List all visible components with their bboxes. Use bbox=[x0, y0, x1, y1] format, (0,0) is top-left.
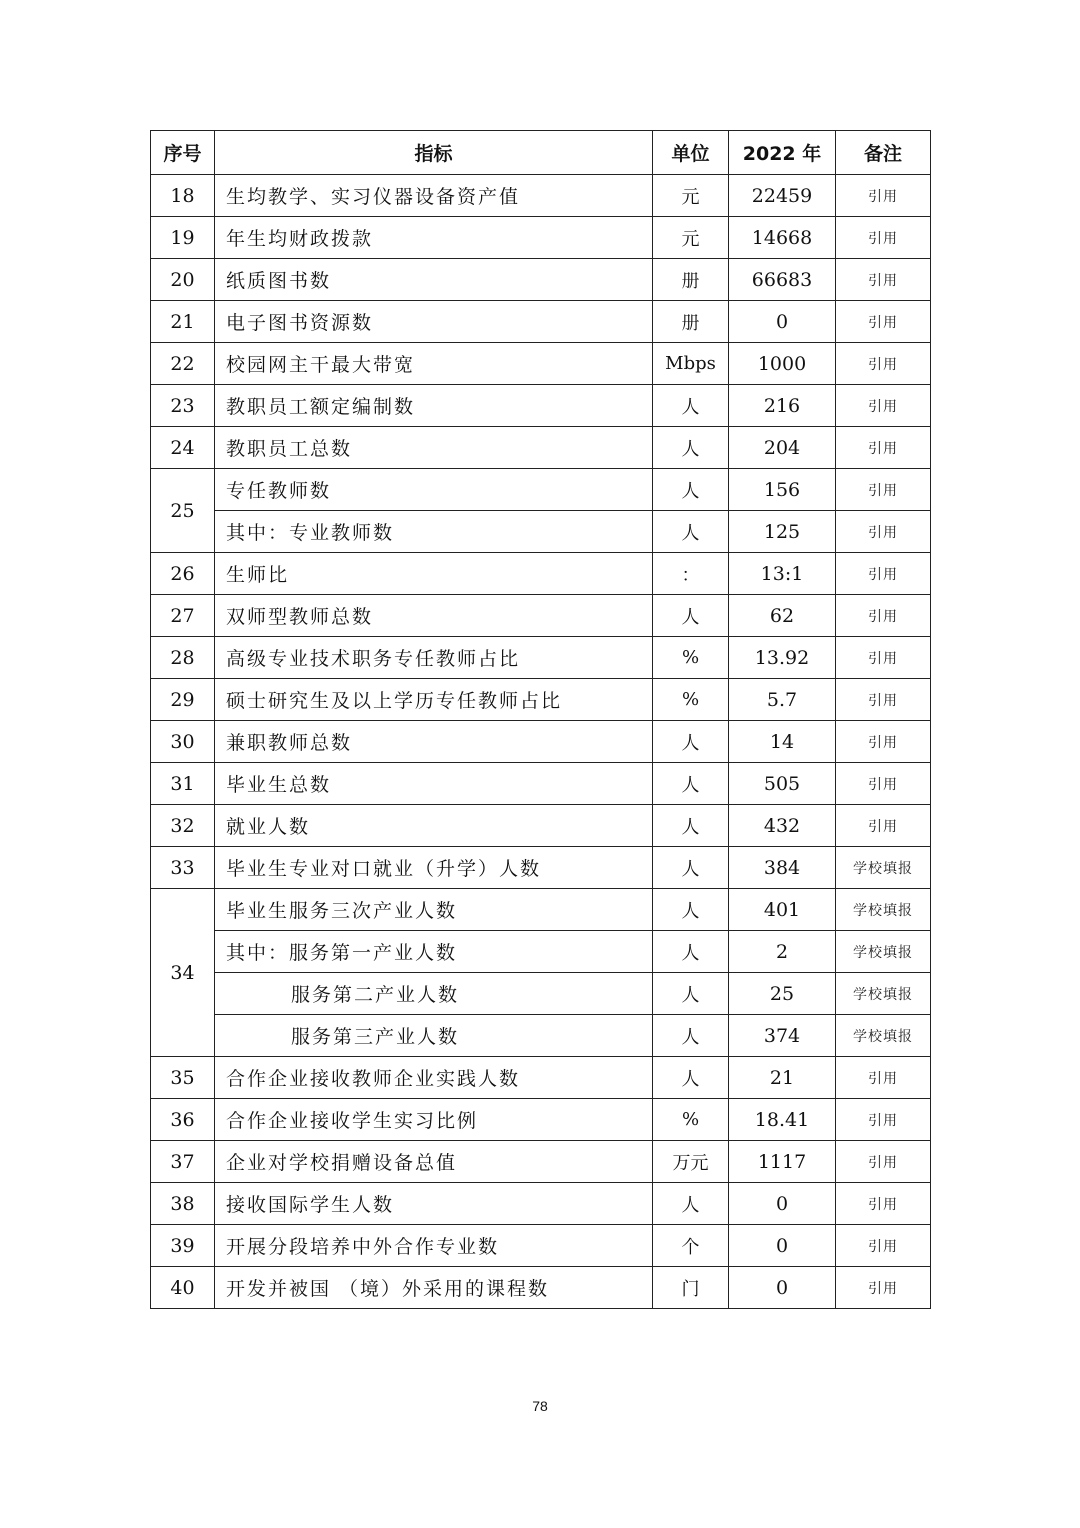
row-unit: 人 bbox=[653, 763, 729, 805]
row-unit: 人 bbox=[653, 1015, 729, 1057]
row-indicator: 毕业生总数 bbox=[215, 763, 653, 805]
row-unit: 人 bbox=[653, 511, 729, 553]
row-note: 引用 bbox=[836, 679, 931, 721]
table-row bbox=[151, 805, 931, 847]
row-indicator: 电子图书资源数 bbox=[215, 301, 653, 343]
row-indicator: 纸质图书数 bbox=[215, 259, 653, 301]
row-indicator: 高级专业技术职务专任教师占比 bbox=[215, 637, 653, 679]
row-unit: 人 bbox=[653, 427, 729, 469]
row-indicator: 其中：服务第一产业人数 bbox=[215, 931, 653, 973]
table-row bbox=[151, 931, 931, 973]
row-no: 27 bbox=[151, 595, 215, 637]
table-row bbox=[151, 469, 931, 511]
row-note: 引用 bbox=[836, 1099, 931, 1141]
row-note: 引用 bbox=[836, 175, 931, 217]
table-row bbox=[151, 637, 931, 679]
row-value: 505 bbox=[729, 763, 836, 805]
row-unit: % bbox=[653, 679, 729, 721]
indicator-table bbox=[150, 130, 931, 1309]
row-value: 66683 bbox=[729, 259, 836, 301]
row-value: 18.41 bbox=[729, 1099, 836, 1141]
row-value: 13:1 bbox=[729, 553, 836, 595]
row-unit: 人 bbox=[653, 1057, 729, 1099]
row-note: 学校填报 bbox=[836, 973, 931, 1015]
row-note: 引用 bbox=[836, 1267, 931, 1309]
row-note: 学校填报 bbox=[836, 931, 931, 973]
row-value: 0 bbox=[729, 1267, 836, 1309]
row-indicator: 开展分段培养中外合作专业数 bbox=[215, 1225, 653, 1267]
row-value: 2 bbox=[729, 931, 836, 973]
row-value: 25 bbox=[729, 973, 836, 1015]
table-row bbox=[151, 343, 931, 385]
row-note: 引用 bbox=[836, 805, 931, 847]
row-unit: 人 bbox=[653, 931, 729, 973]
row-unit: 人 bbox=[653, 889, 729, 931]
row-indicator: 年生均财政拨款 bbox=[215, 217, 653, 259]
table-row bbox=[151, 553, 931, 595]
table-row bbox=[151, 1183, 931, 1225]
row-unit: 人 bbox=[653, 595, 729, 637]
table-row bbox=[151, 511, 931, 553]
row-no: 20 bbox=[151, 259, 215, 301]
row-unit: 册 bbox=[653, 259, 729, 301]
row-indicator: 毕业生专业对口就业（升学）人数 bbox=[215, 847, 653, 889]
row-note: 引用 bbox=[836, 1057, 931, 1099]
row-indicator: 生均教学、实习仪器设备资产值 bbox=[215, 175, 653, 217]
header-indicator: 指标 bbox=[215, 131, 653, 175]
table-row bbox=[151, 259, 931, 301]
row-unit: 人 bbox=[653, 847, 729, 889]
row-unit: 人 bbox=[653, 973, 729, 1015]
table-row bbox=[151, 427, 931, 469]
row-no: 24 bbox=[151, 427, 215, 469]
row-value: 374 bbox=[729, 1015, 836, 1057]
row-unit: 人 bbox=[653, 1183, 729, 1225]
row-unit: 人 bbox=[653, 469, 729, 511]
row-indicator: 双师型教师总数 bbox=[215, 595, 653, 637]
table-row bbox=[151, 847, 931, 889]
row-value: 1117 bbox=[729, 1141, 836, 1183]
row-indicator: 教职员工总数 bbox=[215, 427, 653, 469]
row-note: 引用 bbox=[836, 763, 931, 805]
row-indicator: 兼职教师总数 bbox=[215, 721, 653, 763]
row-unit: ： bbox=[653, 553, 729, 595]
row-note: 学校填报 bbox=[836, 889, 931, 931]
row-no: 39 bbox=[151, 1225, 215, 1267]
table-row bbox=[151, 175, 931, 217]
table-header-row bbox=[151, 131, 931, 175]
row-note: 引用 bbox=[836, 217, 931, 259]
row-indicator: 服务第二产业人数 bbox=[215, 973, 653, 1015]
row-no: 32 bbox=[151, 805, 215, 847]
row-value: 0 bbox=[729, 1183, 836, 1225]
table-row bbox=[151, 889, 931, 931]
row-indicator: 接收国际学生人数 bbox=[215, 1183, 653, 1225]
row-value: 401 bbox=[729, 889, 836, 931]
row-value: 0 bbox=[729, 1225, 836, 1267]
row-indicator: 教职员工额定编制数 bbox=[215, 385, 653, 427]
row-note: 引用 bbox=[836, 469, 931, 511]
row-no: 23 bbox=[151, 385, 215, 427]
row-no: 28 bbox=[151, 637, 215, 679]
row-value: 1000 bbox=[729, 343, 836, 385]
row-unit: % bbox=[653, 637, 729, 679]
row-no: 29 bbox=[151, 679, 215, 721]
row-note: 引用 bbox=[836, 553, 931, 595]
table-row bbox=[151, 1057, 931, 1099]
row-no: 34 bbox=[151, 889, 215, 1057]
row-value: 14668 bbox=[729, 217, 836, 259]
row-note: 引用 bbox=[836, 721, 931, 763]
row-unit: 人 bbox=[653, 721, 729, 763]
row-value: 14 bbox=[729, 721, 836, 763]
row-note: 引用 bbox=[836, 1183, 931, 1225]
row-note: 引用 bbox=[836, 1225, 931, 1267]
row-indicator: 毕业生服务三次产业人数 bbox=[215, 889, 653, 931]
row-indicator: 其中：专业教师数 bbox=[215, 511, 653, 553]
row-value: 13.92 bbox=[729, 637, 836, 679]
row-unit: Mbps bbox=[653, 343, 729, 385]
row-no: 37 bbox=[151, 1141, 215, 1183]
table-row bbox=[151, 595, 931, 637]
row-value: 156 bbox=[729, 469, 836, 511]
row-value: 384 bbox=[729, 847, 836, 889]
row-note: 学校填报 bbox=[836, 1015, 931, 1057]
row-value: 0 bbox=[729, 301, 836, 343]
row-note: 引用 bbox=[836, 259, 931, 301]
row-unit: 元 bbox=[653, 175, 729, 217]
row-indicator: 服务第三产业人数 bbox=[215, 1015, 653, 1057]
table-row bbox=[151, 721, 931, 763]
row-no: 31 bbox=[151, 763, 215, 805]
row-value: 62 bbox=[729, 595, 836, 637]
table-row bbox=[151, 1015, 931, 1057]
row-no: 25 bbox=[151, 469, 215, 553]
row-unit: 册 bbox=[653, 301, 729, 343]
row-value: 5.7 bbox=[729, 679, 836, 721]
row-value: 22459 bbox=[729, 175, 836, 217]
row-unit: 门 bbox=[653, 1267, 729, 1309]
table-row bbox=[151, 679, 931, 721]
row-note: 引用 bbox=[836, 301, 931, 343]
row-note: 引用 bbox=[836, 385, 931, 427]
table-row bbox=[151, 763, 931, 805]
row-note: 学校填报 bbox=[836, 847, 931, 889]
row-no: 33 bbox=[151, 847, 215, 889]
header-unit: 单位 bbox=[653, 131, 729, 175]
row-indicator: 硕士研究生及以上学历专任教师占比 bbox=[215, 679, 653, 721]
table-row bbox=[151, 301, 931, 343]
row-no: 35 bbox=[151, 1057, 215, 1099]
row-no: 38 bbox=[151, 1183, 215, 1225]
row-no: 36 bbox=[151, 1099, 215, 1141]
row-unit: % bbox=[653, 1099, 729, 1141]
row-no: 19 bbox=[151, 217, 215, 259]
table-row bbox=[151, 1141, 931, 1183]
page-number: 78 bbox=[532, 1398, 548, 1414]
table-row bbox=[151, 217, 931, 259]
row-indicator: 合作企业接收学生实习比例 bbox=[215, 1099, 653, 1141]
row-value: 21 bbox=[729, 1057, 836, 1099]
row-note: 引用 bbox=[836, 343, 931, 385]
row-note: 引用 bbox=[836, 427, 931, 469]
row-note: 引用 bbox=[836, 1141, 931, 1183]
header-note: 备注 bbox=[836, 131, 931, 175]
table-row bbox=[151, 1225, 931, 1267]
table-row bbox=[151, 1099, 931, 1141]
row-value: 125 bbox=[729, 511, 836, 553]
table-row bbox=[151, 973, 931, 1015]
row-value: 432 bbox=[729, 805, 836, 847]
row-unit: 人 bbox=[653, 805, 729, 847]
table-row bbox=[151, 1267, 931, 1309]
row-indicator: 合作企业接收教师企业实践人数 bbox=[215, 1057, 653, 1099]
row-indicator: 生师比 bbox=[215, 553, 653, 595]
row-no: 26 bbox=[151, 553, 215, 595]
row-no: 40 bbox=[151, 1267, 215, 1309]
row-indicator: 就业人数 bbox=[215, 805, 653, 847]
row-value: 216 bbox=[729, 385, 836, 427]
row-unit: 元 bbox=[653, 217, 729, 259]
row-value: 204 bbox=[729, 427, 836, 469]
row-no: 30 bbox=[151, 721, 215, 763]
row-unit: 个 bbox=[653, 1225, 729, 1267]
row-no: 21 bbox=[151, 301, 215, 343]
row-no: 22 bbox=[151, 343, 215, 385]
row-indicator: 企业对学校捐赠设备总值 bbox=[215, 1141, 653, 1183]
row-note: 引用 bbox=[836, 511, 931, 553]
row-note: 引用 bbox=[836, 637, 931, 679]
row-indicator: 校园网主干最大带宽 bbox=[215, 343, 653, 385]
row-indicator: 开发并被国 （境）外采用的课程数 bbox=[215, 1267, 653, 1309]
row-note: 引用 bbox=[836, 595, 931, 637]
row-unit: 万元 bbox=[653, 1141, 729, 1183]
row-no: 18 bbox=[151, 175, 215, 217]
row-unit: 人 bbox=[653, 385, 729, 427]
header-no: 序号 bbox=[151, 131, 215, 175]
header-year: 2022 年 bbox=[729, 131, 836, 175]
table-row bbox=[151, 385, 931, 427]
row-indicator: 专任教师数 bbox=[215, 469, 653, 511]
